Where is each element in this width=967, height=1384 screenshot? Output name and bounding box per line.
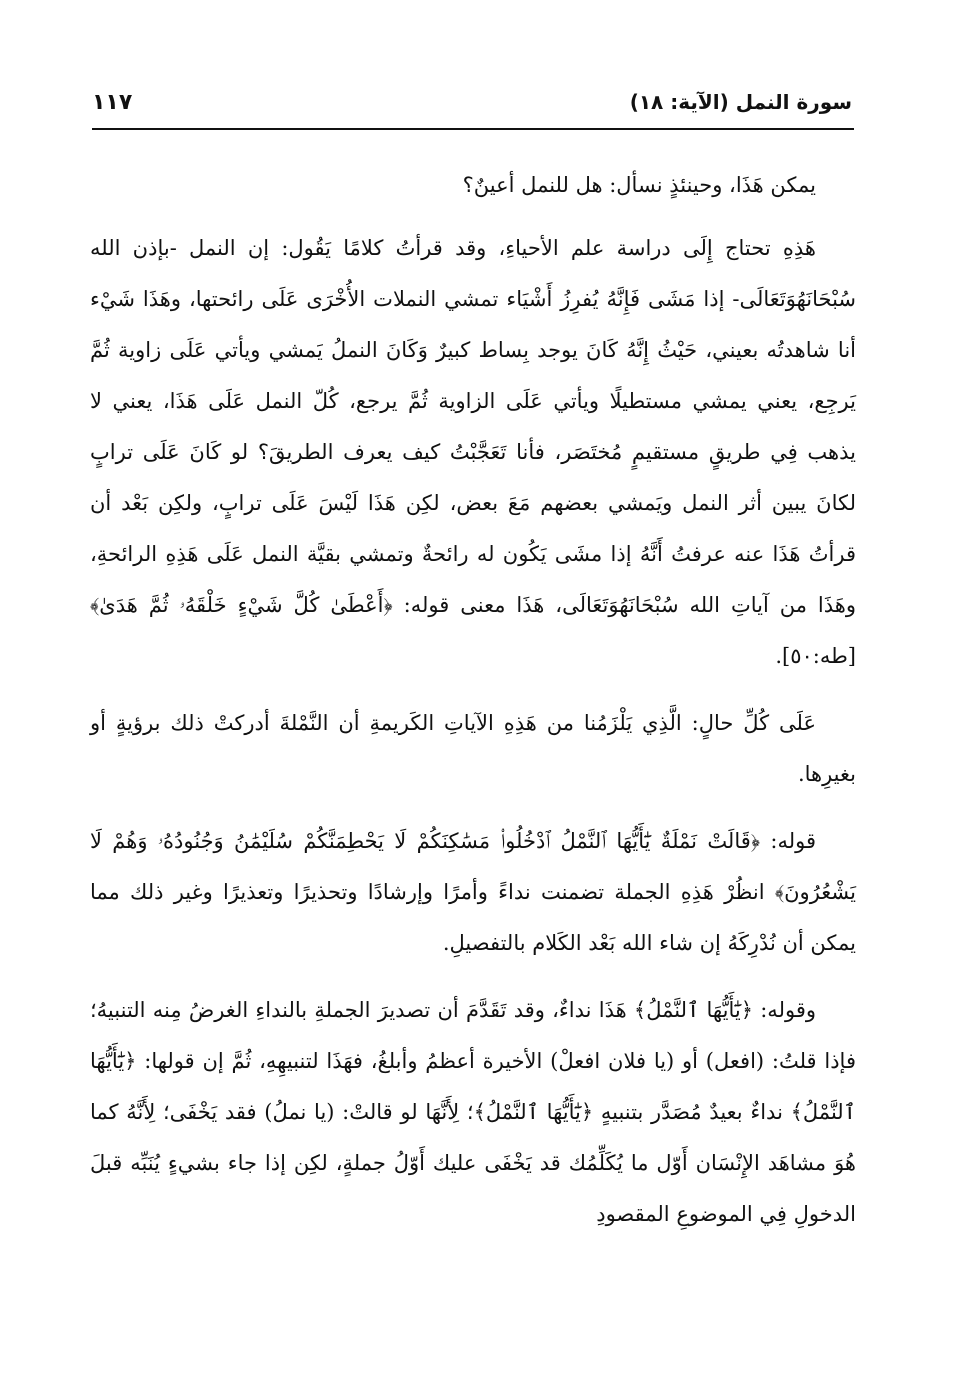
paragraph-5: وقوله: ﴿يَٰٓأَيُّهَا ٱلنَّمْلُ﴾ هَذَا نداءٌ، وقد تَقَدَّمَ أن تصديرَ الجملةِ بالنداءِ الغرضُ مِنه التنبيهُ؛ فإذا قلتُ: (افعل) أو (يا فلان افعلْ) الأخيرة أعظمُ وأبلغُ، فهَذَا لتنبيهِهِ، ثُمَّ إن قولها: ﴿يَٰٓأَيُّهَا ٱلنَّمْلُ﴾ نداءٌ بعيدٌ مُصَدَّر بتنبيهٍ ﴿يَٰٓأَيُّهَا ٱلنَّمْلُ﴾؛ لِأَنَّهَا لو قالتْ: (يا نملُ) فقد يَخْفَى؛ لِأَنَّهُ كما هُوَ مشاهَد الإِنْسَان أَوّل ما يُكَلِّمُك قد يَخْفَى عليك أَوّلُ جملةٍ، لكِن إذا جاء بشيءٍ يُنَبِّه قبلَ الدخولِ فِي الموضوعِ المقصودِ	[90, 998, 856, 1226]
paragraph-3: عَلَى كُلِّ حالٍ: الَّذِي يَلْزَمُنا من هَذِهِ الآياتِ الكَريمةِ أن النَّمْلةَ أدركتْ ذلك برؤيةٍ أو بغيرِها.	[90, 711, 856, 786]
page-header	[92, 88, 852, 128]
paragraph-2: هَذِهِ تحتاج إِلَى دراسة علم الأحياءِ، وقد قرأتُ كلامًا يَقُول: إن النمل -بإذن الله سُبْحَانَهُوَتَعَالَى- إذا مَشَى فَإِنَّهُ يُفرِزُ أَشْيَاء تمشي النملات الأُخْرَى عَلَى رائحتها، وهَذَا شَيْء أنا شاهدتُه بعيني، حَيْثُ إِنَّهُ كَانَ يوجد بِساط كبيرٌ وَكَانَ النملُ يَمشي ويأتي عَلَى زاوية ثُمَّ يَرجِع، يعني يمشي مستطيلًا ويأتي عَلَى الزاوية ثُمَّ يرجع، كُلّ النمل عَلَى هَذَا، يعني لا يذهب فِي طريقٍ مستقيمٍ مُختَصَر، فأنا تَعَجَّبْتُ كيف يعرف الطريقَ؟ لو كَانَ عَلَى ترابٍ لكانَ يبين أثر النمل ويَمشي بعضهم مَعَ بعض، لكِن هَذَا لَيْسَ عَلَى ترابٍ، ولكِن بَعْد أن قرأتُ هَذَا عنه عرفتُ أَنَّهُ إذا مشَى يَكُون له رائحةٌ وتمشي بقيَّة النمل عَلَى هَذِهِ الرائحةِ، وهَذَا من آياتِ الله سُبْحَانَهُوَتَعَالَى، هَذَا معنى قوله: ﴿أَعْطَىٰ كُلَّ شَيْءٍ خَلْقَهُۥ ثُمَّ هَدَىٰ﴾ [طه:٥٠].	[90, 236, 856, 668]
page-number: ١١٧	[92, 90, 133, 115]
header-divider	[92, 128, 854, 130]
paragraph-4: قوله: ﴿قَالَتْ نَمْلَةٌ يَٰٓأَيُّهَا ٱلنَّمْلُ ٱدْخُلُوا۟ مَسَٰكِنَكُمْ لَا يَحْطِمَنَّكُمْ سُلَيْمَٰنُ وَجُنُودُهُۥ وَهُمْ لَا يَشْعُرُونَ﴾ انظُرْ هَذِهِ الجملة تضمنت نداءً وأمرًا وإرشادًا وتحذيرًا وتعذيرًا وغير ذلك مما يمكن أن نُدْرِكَهُ إن شاء الله بَعْد الكَلام بالتفصيلِ.	[90, 829, 856, 955]
paragraph-1: يمكن هَذَا، وحينئذٍ نسأل: هل للنمل أعينٌ؟	[462, 173, 816, 197]
page-body	[90, 160, 856, 1256]
surah-title: سورة النمل (الآية: ١٨)	[629, 90, 852, 114]
